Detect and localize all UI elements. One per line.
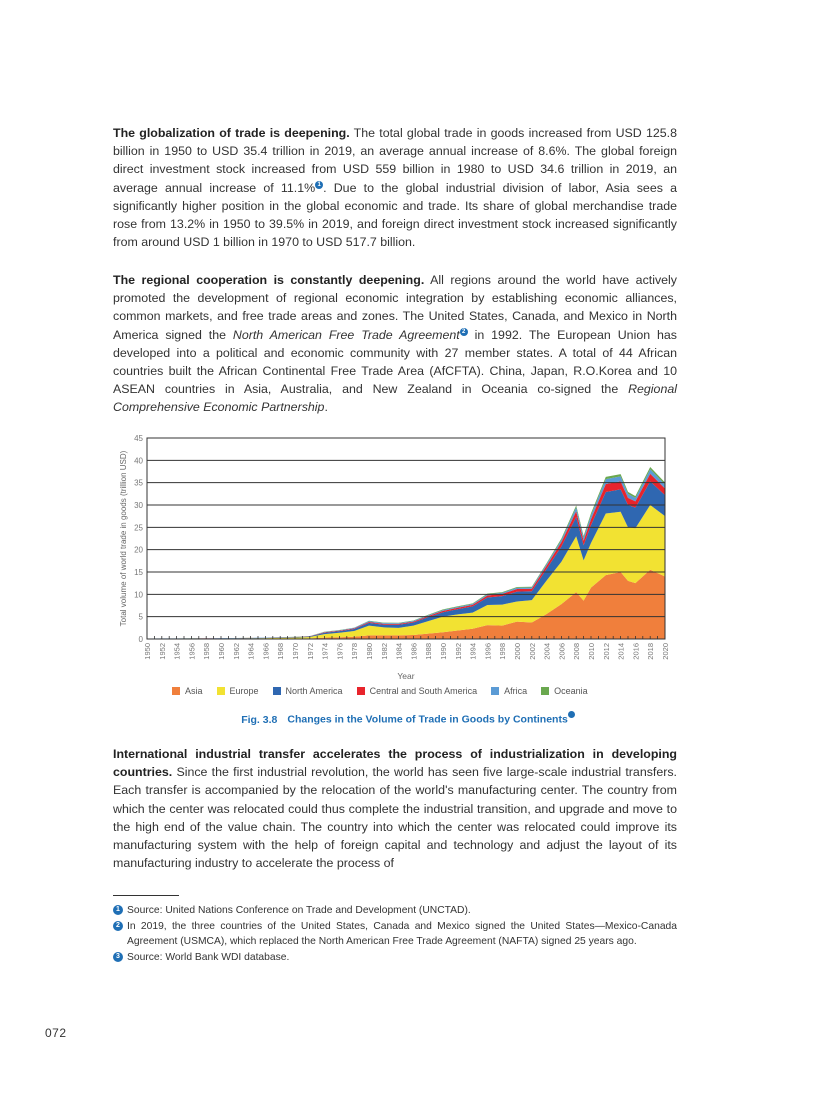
x-tick-label: 2014 — [616, 643, 626, 660]
legend-item-africa — [491, 686, 527, 696]
x-tick-label: 1980 — [365, 643, 374, 660]
y-tick-label: 40 — [134, 456, 143, 466]
legend-label: Europe — [229, 686, 259, 696]
x-tick-label: 1996 — [483, 643, 493, 660]
legend-item-asia — [172, 686, 203, 696]
x-tick-label: 1984 — [394, 643, 404, 660]
x-tick-label: 2008 — [572, 643, 582, 660]
page-number: 072 — [45, 1026, 67, 1040]
x-tick-label: 1952 — [157, 643, 167, 660]
footnote-number-icon: 3 — [113, 952, 123, 962]
x-tick-label: 1972 — [305, 643, 315, 660]
figure-caption — [0, 711, 816, 726]
legend-item-europe — [217, 686, 259, 696]
figure-number: Fig. 3.8 — [241, 713, 278, 726]
y-tick-label: 45 — [134, 434, 143, 443]
x-tick-label: 1992 — [453, 643, 463, 660]
x-tick-label: 1994 — [468, 643, 478, 660]
x-tick-label: 1950 — [143, 643, 152, 660]
footnote-marker-2[interactable]: 2 — [460, 328, 468, 336]
x-tick-label: 1982 — [379, 643, 389, 660]
legend-label: North America — [285, 686, 343, 696]
x-tick-label: 1998 — [498, 643, 508, 660]
legend-label: Asia — [185, 686, 203, 696]
x-tick-label: 2012 — [601, 643, 611, 660]
legend-swatch-icon — [491, 687, 499, 695]
paragraph-lead: International industrial transfer accelerates the process of industrialization in developing countries. — [113, 747, 677, 780]
nafta-title: North American Free Trade Agreement — [232, 327, 460, 342]
x-tick-label: 1962 — [231, 643, 241, 660]
x-tick-label: 1968 — [276, 643, 286, 660]
legend-swatch-icon — [541, 687, 549, 695]
x-tick-label: 2010 — [587, 643, 596, 660]
y-tick-label: 20 — [134, 545, 143, 555]
x-tick-label: 1970 — [291, 643, 300, 660]
y-axis-title: Total volume of world trade in goods (trillion USD) — [119, 450, 128, 627]
legend-swatch-icon — [273, 687, 281, 695]
x-tick-label: 1964 — [246, 643, 256, 660]
legend-item-oceania — [541, 686, 588, 696]
paragraph-industrial-transfer: International industrial transfer accelerates the process of industrialization in developing countries. Since the first industrial revolution, the world has seen five large-scale industrial transfers. Each transfer is accompanied by the relocation of the world's manufacturing center. The country from which the center was relocated could thus complete the industrial transition, and upgrade and move to the high end of the value chain. The country into which the center was relocated could improve its manufacturing system with the help of foreign capital and technology and adjust the layout of its manufacturing industry to accelerate the process of — [113, 747, 677, 871]
footnote-number-icon: 2 — [113, 921, 123, 931]
legend-swatch-icon — [357, 687, 365, 695]
footnote-3: 3 Source: World Bank WDI database. — [113, 950, 677, 966]
x-tick-label: 1960 — [217, 643, 226, 660]
rcep-title: Regional Comprehensive Economic Partnership — [113, 382, 677, 415]
stacked-area-chart — [113, 430, 683, 690]
y-tick-label: 5 — [138, 612, 143, 622]
x-tick-label: 2020 — [661, 643, 670, 660]
x-tick-label: 1956 — [187, 643, 197, 660]
paragraph-regional-cooperation: The regional cooperation is constantly deepening. All regions around the world have actively promoted the development of regional economic integration by establishing economic alliances, common markets, and free trade areas and zones. The United States, Canada, and Mexico in North America signed the North American Free Trade Agreement 2 in 1992. The European Union has developed into a political and economic community with 27 member states. A total of 44 African countries built the African Continental Free Trade Area (AfCFTA). China, Japan, R.O.Korea and 10 ASEAN countries in Asia, Australia, and New Zealand in Oceania co-signed the Regional Comprehensive Economic Partnership. — [113, 273, 677, 415]
footnotes — [113, 903, 677, 965]
figure-title: Changes in the Volume of Trade in Goods by Continents — [287, 713, 568, 726]
y-tick-label: 35 — [134, 478, 143, 488]
legend-label: Oceania — [554, 686, 588, 696]
x-tick-label: 2006 — [557, 643, 567, 660]
footnote-marker-3[interactable] — [568, 711, 575, 718]
x-tick-label: 1978 — [350, 643, 360, 660]
footnote-1: 1 Source: United Nations Conference on Trade and Development (UNCTAD). — [113, 903, 677, 919]
footnote-divider — [113, 895, 179, 896]
y-tick-label: 15 — [134, 568, 143, 577]
x-tick-label: 1954 — [172, 643, 182, 660]
x-tick-label: 1974 — [320, 643, 330, 660]
footnote-marker-1[interactable]: 1 — [315, 181, 323, 189]
y-tick-label: 25 — [134, 523, 143, 533]
x-tick-label: 2004 — [542, 643, 552, 660]
legend-swatch-icon — [172, 687, 180, 695]
x-tick-label: 1976 — [335, 643, 345, 660]
paragraph-lead: The globalization of trade is deepening. — [113, 126, 350, 140]
y-tick-label: 0 — [138, 635, 143, 644]
legend-swatch-icon — [217, 687, 225, 695]
y-tick-label: 30 — [134, 501, 143, 510]
paragraph-lead: The regional cooperation is constantly deepening. — [113, 273, 425, 287]
legend-label: Africa — [504, 686, 528, 696]
x-tick-label: 2018 — [646, 643, 656, 660]
x-axis-title: Year — [397, 671, 415, 681]
y-tick-label: 10 — [134, 590, 143, 600]
legend-label: Central and South America — [369, 686, 478, 696]
x-tick-label: 1966 — [261, 643, 271, 660]
x-tick-label: 2002 — [527, 643, 537, 660]
paragraph-trade-globalization: The globalization of trade is deepening. The total global trade in goods increased from USD 125.8 billion in 1950 to USD 35.4 trillion in 2019, an average annual increase of 8.6%. The global foreign direct investment stock increased from USD 559 billion in 1980 to USD 34.6 trillion in 2019, an average annual increase of 11.1% 1 . Due to the global industrial division of labor, Asia sees a significantly higher position in the global economic and trade. Its share of global merchandise trade rose from 13.2% in 1950 to 39.5% in 2019, and foreign direct investment stock increased significantly from around USD 1 billion in 1970 to USD 517.7 billion. — [113, 126, 677, 250]
x-tick-label: 1958 — [202, 643, 212, 660]
chart-legend — [172, 686, 588, 696]
x-tick-label: 1988 — [424, 643, 434, 660]
x-tick-label: 2000 — [513, 643, 522, 660]
legend-item-central-and-south-america — [357, 686, 478, 696]
x-tick-label: 1986 — [409, 643, 419, 660]
x-tick-label: 2016 — [631, 643, 641, 660]
footnote-2: 2 In 2019, the three countries of the United States, Canada and Mexico signed the United States—Mexico-Canada Agreement (USMCA), which replaced the North American Free Trade Agreement (NAFTA) signed 25 years ago. — [113, 919, 677, 950]
footnote-number-icon: 1 — [113, 905, 123, 915]
legend-item-north-america — [273, 686, 343, 696]
x-tick-label: 1990 — [439, 643, 448, 660]
